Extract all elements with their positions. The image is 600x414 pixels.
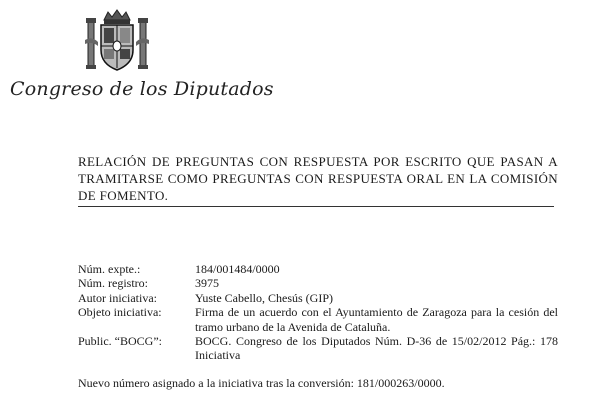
institution-name: Congreso de los Diputados	[10, 78, 274, 100]
field-value: Yuste Cabello, Chesús (GIP)	[195, 290, 333, 305]
field-label: Autor iniciativa:	[78, 290, 157, 305]
field-value: BOCG. Congreso de los Diputados Núm. D-36 de 15/02/2012 Pág.: 178 Iniciativa	[195, 334, 558, 363]
field-value: Firma de un acuerdo con el Ayuntamiento de Zaragoza para la cesión del tramo urbano de la Avenida de Cataluña.	[195, 305, 558, 334]
initiative-fields	[78, 262, 558, 363]
field-label: Núm. expte.:	[78, 262, 141, 276]
field-publicacion	[78, 334, 558, 363]
field-registro	[78, 276, 558, 290]
field-autor	[78, 291, 558, 305]
field-value: 184/001484/0000	[195, 262, 280, 276]
field-label: Public. “BOCG”:	[78, 334, 162, 349]
field-label: Objeto iniciativa:	[78, 305, 162, 320]
title-divider	[78, 206, 554, 207]
document-title: RELACIÓN DE PREGUNTAS CON RESPUESTA POR ESCRITO QUE PASAN A TRAMITARSE COMO PREGUNTAS CON RESPUESTA ORAL EN LA COMISIÓN DE FOMENTO.	[78, 154, 558, 203]
field-label: Núm. registro:	[78, 276, 148, 291]
field-value: 3975	[195, 276, 219, 291]
field-objeto	[78, 305, 558, 334]
coat-of-arms-icon	[84, 6, 150, 74]
conversion-note: Nuevo número asignado a la iniciativa tras la conversión: 181/000263/0000.	[78, 376, 445, 390]
field-expediente	[78, 262, 558, 276]
